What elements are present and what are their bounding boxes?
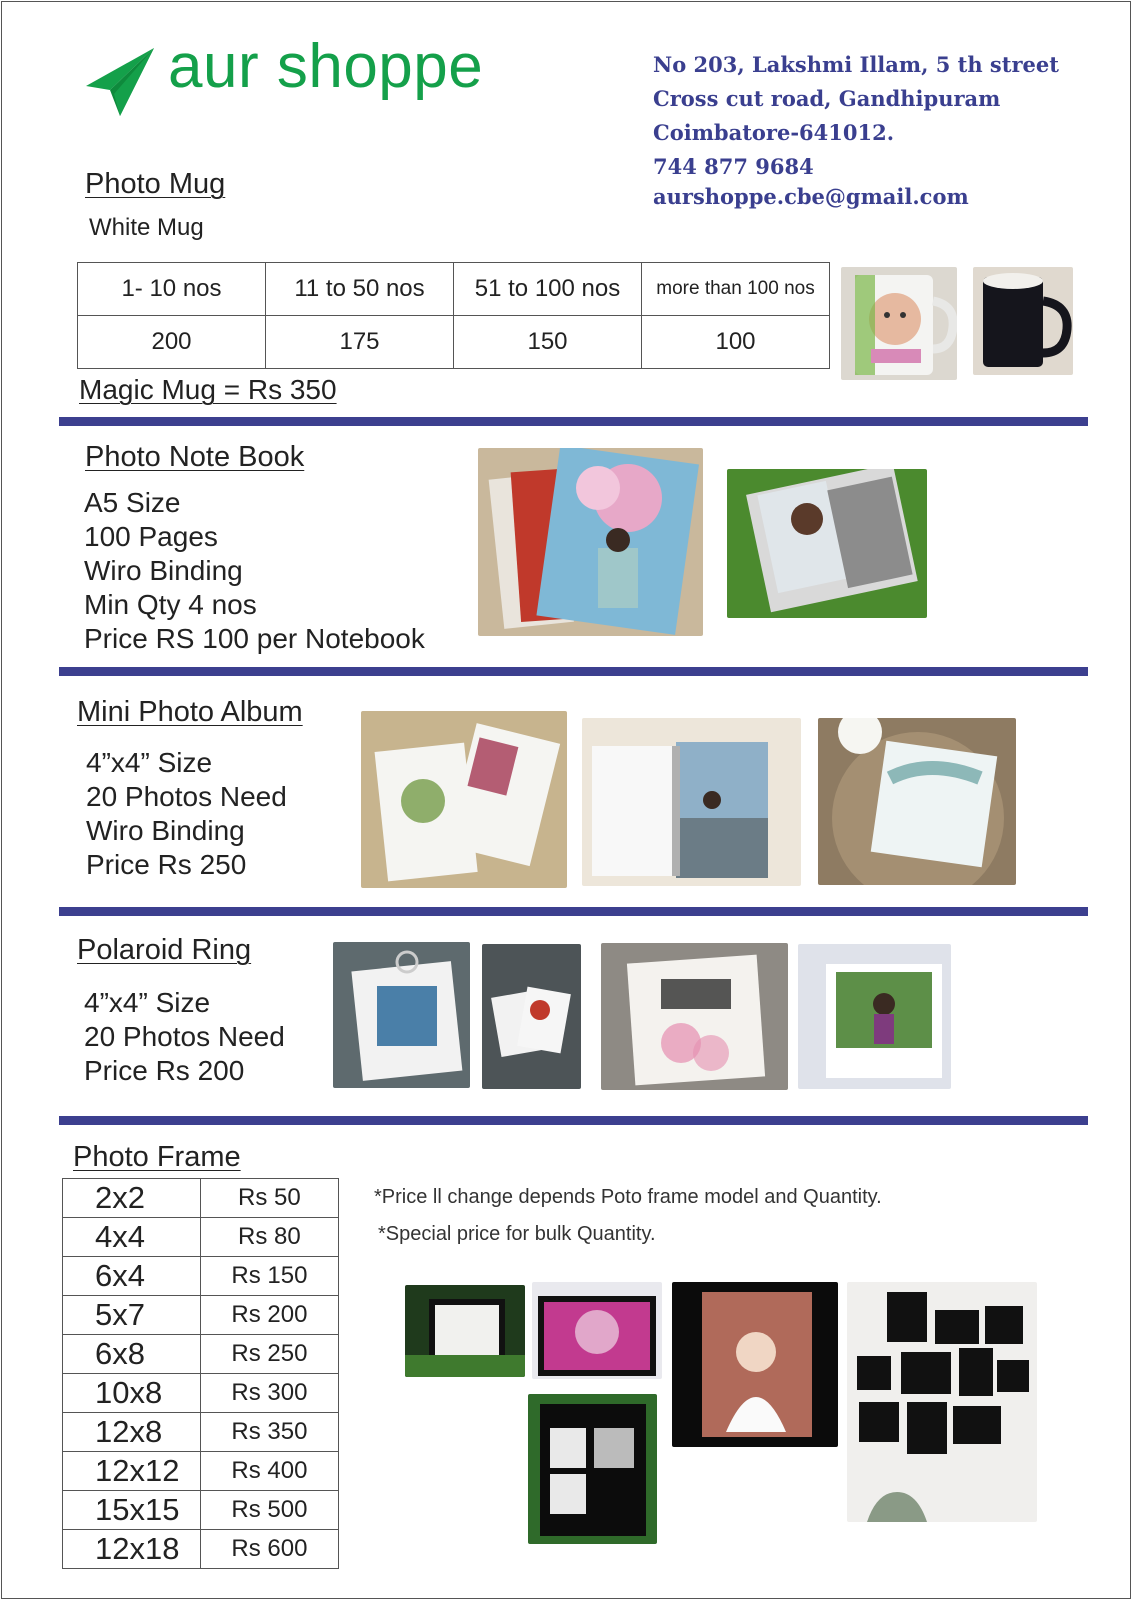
polaroid-image-1 <box>333 942 470 1088</box>
frame-size-cell: 12x8 <box>63 1413 201 1452</box>
frame-image-certificate <box>405 1285 525 1377</box>
mug-quantity-row <box>78 263 830 316</box>
frame-price-note: *Price ll change depends Poto frame model and Quantity. <box>374 1186 882 1208</box>
paper-plane-icon <box>84 46 156 118</box>
notebook-grass-image <box>727 469 927 618</box>
magic-mug-image <box>973 267 1073 375</box>
frame-price-row <box>63 1413 339 1452</box>
frame-size-cell: 12x18 <box>63 1530 201 1569</box>
mug-price-cell: 100 <box>642 316 830 369</box>
mini-album-image-3 <box>818 718 1016 885</box>
polaroid-detail: Price Rs 200 <box>84 1055 245 1086</box>
mug-qty-cell: 11 to 50 nos <box>266 263 454 316</box>
photo-mug-subtitle: White Mug <box>89 214 204 241</box>
frame-price-cell: Rs 200 <box>200 1296 338 1335</box>
frame-price-row <box>63 1452 339 1491</box>
frame-image-mosaic <box>672 1282 838 1447</box>
address-line-2: Cross cut road, Gandhipuram <box>653 86 1001 111</box>
mini-album-detail: Wiro Binding <box>86 815 245 846</box>
section-divider <box>59 907 1088 916</box>
polaroid-detail: 20 Photos Need <box>84 1021 285 1052</box>
address-line-1: No 203, Lakshmi Illam, 5 th street <box>653 52 1059 77</box>
frame-image-wall-gallery <box>847 1282 1037 1522</box>
frame-price-cell: Rs 600 <box>200 1530 338 1569</box>
notebook-detail: Min Qty 4 nos <box>84 589 257 620</box>
notebook-detail: 100 Pages <box>84 521 218 552</box>
polaroid-image-2 <box>482 944 581 1089</box>
frame-price-cell: Rs 250 <box>200 1335 338 1374</box>
notebook-detail: Wiro Binding <box>84 555 243 586</box>
mug-price-cell: 150 <box>454 316 642 369</box>
section-divider <box>59 417 1088 426</box>
polaroid-image-4 <box>798 944 951 1089</box>
mini-album-image-1 <box>361 711 567 888</box>
section-divider <box>59 667 1088 676</box>
mug-qty-cell: more than 100 nos <box>642 263 830 316</box>
frame-price-row <box>63 1179 339 1218</box>
frame-price-cell: Rs 50 <box>200 1179 338 1218</box>
polaroid-detail: 4”x4” Size <box>84 987 211 1018</box>
photo-notebook-details <box>84 486 425 656</box>
frame-price-row <box>63 1296 339 1335</box>
mini-album-title: Mini Photo Album <box>77 696 303 728</box>
polaroid-ring-title: Polaroid Ring <box>77 934 252 966</box>
notebook-stack-image <box>478 448 703 636</box>
frame-image-calendar <box>528 1394 657 1544</box>
photo-mug-title: Photo Mug <box>85 168 226 200</box>
mug-price-table <box>77 262 830 369</box>
mini-album-image-2 <box>582 718 801 886</box>
mini-album-detail: 4”x4” Size <box>86 747 213 778</box>
frame-size-cell: 2x2 <box>63 1179 201 1218</box>
frame-size-cell: 4x4 <box>63 1218 201 1257</box>
address-line-3: Coimbatore-641012. <box>653 120 895 145</box>
mug-price-row <box>78 316 830 369</box>
mini-album-detail: Price Rs 250 <box>86 849 247 880</box>
magic-mug-price: Magic Mug = Rs 350 <box>79 374 337 405</box>
polaroid-image-3 <box>601 943 788 1090</box>
mug-price-cell: 175 <box>266 316 454 369</box>
frame-price-row <box>63 1257 339 1296</box>
section-divider <box>59 1116 1088 1125</box>
mug-qty-cell: 1- 10 nos <box>78 263 266 316</box>
mini-album-detail: 20 Photos Need <box>86 781 287 812</box>
mug-price-cell: 200 <box>78 316 266 369</box>
frame-size-cell: 6x4 <box>63 1257 201 1296</box>
bulk-price-note: *Special price for bulk Quantity. <box>378 1223 656 1245</box>
frame-size-cell: 6x8 <box>63 1335 201 1374</box>
frame-price-table <box>62 1178 339 1569</box>
notebook-detail: Price RS 100 per Notebook <box>84 623 425 654</box>
frame-price-cell: Rs 80 <box>200 1218 338 1257</box>
mug-qty-cell: 51 to 100 nos <box>454 263 642 316</box>
notebook-detail: A5 Size <box>84 487 181 518</box>
white-mug-image <box>841 267 957 380</box>
mini-album-details <box>86 746 287 882</box>
brand-name: aur shoppe <box>168 32 484 101</box>
photo-notebook-title: Photo Note Book <box>85 441 305 473</box>
frame-price-cell: Rs 500 <box>200 1491 338 1530</box>
frame-size-cell: 5x7 <box>63 1296 201 1335</box>
frame-price-cell: Rs 400 <box>200 1452 338 1491</box>
frame-image-collage-pink <box>532 1282 662 1379</box>
frame-price-row <box>63 1374 339 1413</box>
frame-price-cell: Rs 150 <box>200 1257 338 1296</box>
frame-size-cell: 10x8 <box>63 1374 201 1413</box>
email-address: aurshoppe.cbe@gmail.com <box>653 184 969 209</box>
contact-block <box>653 48 1059 210</box>
polaroid-ring-details <box>84 986 285 1088</box>
frame-price-cell: Rs 350 <box>200 1413 338 1452</box>
frame-price-row <box>63 1491 339 1530</box>
frame-price-row <box>63 1335 339 1374</box>
frame-price-cell: Rs 300 <box>200 1374 338 1413</box>
frame-size-cell: 15x15 <box>63 1491 201 1530</box>
photo-frame-title: Photo Frame <box>73 1141 241 1173</box>
frame-price-row <box>63 1218 339 1257</box>
frame-price-row <box>63 1530 339 1569</box>
phone-number: 744 877 9684 <box>653 154 814 179</box>
frame-size-cell: 12x12 <box>63 1452 201 1491</box>
